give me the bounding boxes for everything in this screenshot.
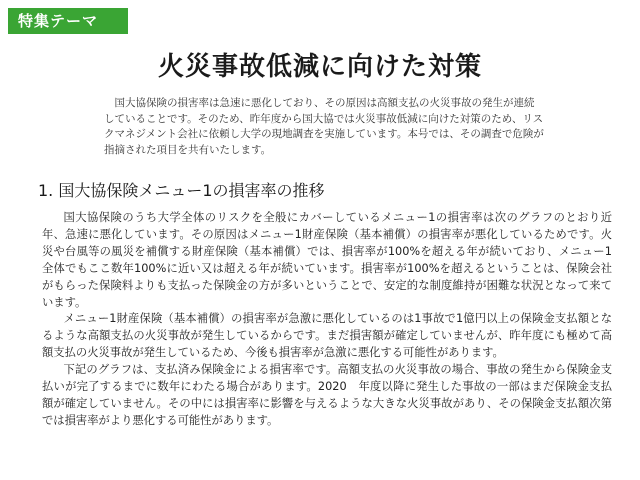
page-title: 火災事故低減に向けた対策 (157, 52, 482, 82)
intro-text (104, 96, 544, 158)
body-paragraph-1: 国大協保険のうち大学全体のリスクを全般にカバーしているメニュー1の損害率は次のグラフのとおり近年、急速に悪化しています。その原因はメニュー1財産保険（基本補償）の損害率が悪化しているためです。火災や台風等の風災を補償する財産保険（基本補償）では、損害率が100%を超える年が続いており、メニュー1全体でもここ数年100%に近い又は超える年が続いています。損害率が100%を超えるということは、保険会社がもらった保険料よりも支払った保険金の方が多いということで、安定的な制度維持が困難な状況となって来ています。 (42, 211, 612, 309)
section-heading: 1. 国大協保険メニュー1の損害率の推移 (38, 181, 325, 200)
intro-paragraph: 国大協保険の損害率は急速に悪化しており、その原因は高額支払の火災事故の発生が連続していることです。そのため、昨年度から国大協では火災事故低減に向けた対策のため、リスクマネジメント会社に依頼し大学の現地調査を実施しています。本号では、その調査で危険が指摘された項目を共有いたします。 (104, 97, 544, 156)
feature-theme-label: 特集テーマ (18, 12, 99, 30)
body-paragraph-2: メニュー1財産保険（基本補償）の損害率が急激に悪化しているのは1事故で1億円以上の保険金支払額となるような高額支払の火災事故が発生しているからです。まだ損害額が確定していませんが、昨年度にも極めて高額支払の火災事故が発生しているため、今後も損害率が急激に悪化する可能性があります。 (42, 312, 612, 360)
section-body (42, 210, 612, 430)
body-paragraph-3: 下記のグラフは、支払済み保険金による損害率です。高額支払の火災事故の場合、事故の発生から保険金支払いが完了するまでに数年にわたる場合があります。2020 年度以降に発生した事故の一部はまだ保険金支払額が確定していません。その中には損害率に影響を与えるような大きな火災事故があり、その保険金支払額次第では損害率がより悪化する可能性があります。 (42, 363, 612, 427)
feature-theme-badge (8, 8, 128, 34)
